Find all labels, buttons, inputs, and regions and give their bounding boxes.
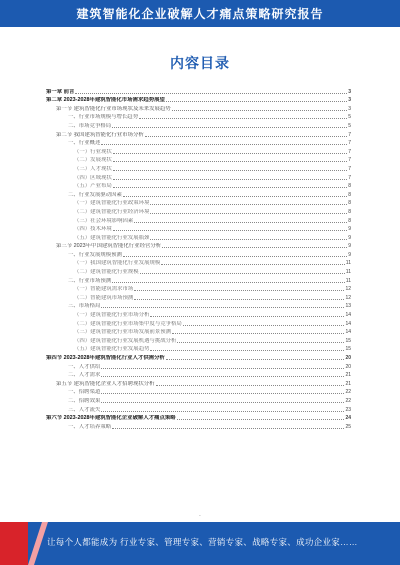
toc-entry-label: 第六节 2023-2028年建筑智能化企业破解人才痛点策略 (46, 415, 176, 422)
toc-entry[interactable] (46, 413, 351, 422)
toc-page-number: 21 (345, 372, 351, 379)
toc-leader-dots (183, 325, 345, 326)
toc-page-number: 15 (345, 346, 351, 353)
toc-page-number: 23 (345, 406, 351, 413)
toc-entry-label: 第一节 建筑智能化行业市场现状及未来发展趋势 (56, 105, 171, 112)
toc-entry-label: （二）发展现状 (74, 157, 112, 164)
toc-page-number: 5 (348, 114, 351, 121)
footer-accent-slant (28, 522, 48, 565)
toc-leader-dots (172, 110, 348, 111)
toc-entry[interactable] (46, 421, 351, 430)
toc-entry[interactable] (46, 86, 351, 95)
toc-entry[interactable] (46, 292, 351, 301)
toc-leader-dots (113, 153, 347, 154)
toc-entry[interactable] (46, 189, 351, 198)
toc-entry[interactable] (46, 404, 351, 413)
toc-entry[interactable] (46, 138, 351, 147)
toc-entry[interactable] (46, 335, 351, 344)
toc-entry-label: （二）建筑智能化行业市场集中度与竞争格局 (74, 320, 182, 327)
toc-leader-dots (150, 204, 347, 205)
toc-entry-label: 第一章 前言 (46, 88, 75, 95)
footer-slogan: 让每个人都能成为 行业专家、管理专家、营销专家、战略专家、成功企业家…… (47, 537, 358, 547)
toc-entry-label: 二、行业市场预测 (68, 277, 112, 284)
toc-leader-dots (101, 144, 347, 145)
page-marker: · (199, 513, 201, 519)
toc-entry[interactable] (46, 232, 351, 241)
toc-page-number: 7 (348, 174, 351, 181)
toc-page-number: 25 (345, 423, 351, 430)
toc-entry-label: 第五节 建筑智能化企业人才招聘现状分析 (56, 380, 155, 387)
toc-entry-label: 第二章 2023-2028年建筑智能化市场需求趋势展望 (46, 97, 165, 104)
toc-page-number: 7 (348, 148, 351, 155)
toc-entry-label: 二、招聘效果 (68, 397, 101, 404)
toc-entry[interactable] (46, 163, 351, 172)
toc-leader-dots (101, 376, 344, 377)
toc-page-number: 8 (348, 191, 351, 198)
toc-entry-label: 二、市场竞争格局 (68, 122, 112, 129)
toc-entry[interactable] (46, 215, 351, 224)
toc-entry-label: 三、市场格局 (68, 303, 101, 310)
toc-leader-dots (112, 127, 347, 128)
toc-entry-label: （三）人才现状 (74, 165, 112, 172)
toc-leader-dots (123, 196, 347, 197)
toc-entry-label: （二）建筑智能化行业规模 (74, 269, 139, 276)
toc-page-number: 14 (345, 329, 351, 336)
toc-entry-label: （四）技术环境 (74, 226, 112, 233)
toc-entry-label: 一、行业发展规模预测 (68, 251, 122, 258)
toc-leader-dots (161, 264, 345, 265)
toc-page-number: 11 (345, 269, 351, 276)
toc-entry-label: 第四节 2023-2028年建筑智能化行业人才供需分析 (46, 355, 165, 361)
toc-leader-dots (123, 256, 347, 257)
toc-entry[interactable] (46, 249, 351, 258)
toc-leader-dots (145, 136, 347, 137)
toc-entry[interactable] (46, 129, 351, 138)
toc-page-number: 14 (345, 320, 351, 327)
toc-page-number: 22 (345, 389, 351, 396)
toc-page-number: 7 (348, 131, 351, 138)
toc-entry[interactable] (46, 301, 351, 310)
toc-leader-dots (101, 368, 344, 369)
toc-page-number: 13 (345, 303, 351, 310)
toc-entry-label: （三）建筑智能化行业市场发展前景预测 (74, 329, 172, 336)
toc-entry-label: 一、人才供给 (68, 363, 101, 370)
toc-leader-dots (150, 316, 344, 317)
toc-leader-dots (112, 282, 345, 283)
toc-entry-label: （四）区域现状 (74, 174, 112, 181)
toc-leader-dots (134, 290, 344, 291)
toc-entry[interactable] (46, 395, 351, 404)
toc-entry-label: 一、招聘渠道 (68, 389, 101, 396)
toc-leader-dots (150, 350, 344, 351)
toc-entry[interactable] (46, 352, 351, 361)
toc-entry[interactable] (46, 112, 351, 121)
toc-entry[interactable] (46, 258, 351, 267)
toc-page-number: 12 (345, 286, 351, 293)
toc-entry-label: （一）智能建筑需求市场 (74, 286, 134, 293)
toc-title: 内容目录 (170, 57, 230, 72)
toc-page-number: 8 (348, 183, 351, 190)
toc-page-number: 22 (345, 397, 351, 404)
toc-page-number: 24 (345, 415, 351, 422)
toc-leader-dots (162, 247, 347, 248)
toc-entry-label: 三、人才流失 (68, 406, 101, 413)
report-header-bar (0, 0, 400, 27)
toc-page-number: 21 (345, 380, 351, 387)
toc-page-number: 3 (348, 88, 351, 95)
toc-leader-dots (172, 333, 344, 334)
toc-entry-label: （一）行业现状 (74, 148, 112, 155)
toc-leader-dots (140, 273, 345, 274)
toc-entry[interactable] (46, 95, 351, 104)
toc-entry-label: （五）建筑智能化行业发展瓶颈 (74, 234, 150, 241)
toc-leader-dots (113, 161, 347, 162)
toc-leader-dots (134, 222, 347, 223)
toc-entry-label: （三）社会环境影响因素 (74, 217, 134, 224)
toc-entry[interactable] (46, 241, 351, 250)
toc-page-number: 9 (348, 234, 351, 241)
toc-page-number: 11 (345, 277, 351, 284)
toc-entry-label: （五）产业布局 (74, 183, 112, 190)
toc-entry-label: （一）建筑智能化行业政策环境 (74, 200, 150, 207)
toc-leader-dots (166, 359, 345, 360)
toc-page-number: 9 (348, 251, 351, 258)
toc-page-number: 14 (345, 312, 351, 319)
toc-page-number: 7 (348, 157, 351, 164)
footer-banner (0, 522, 400, 565)
toc-entry[interactable] (46, 387, 351, 396)
toc-entry-label: （一）我国建筑智能化行业发展规模 (74, 260, 161, 267)
toc-entry[interactable] (46, 103, 351, 112)
toc-page-number: 7 (348, 165, 351, 172)
toc-entry-label: （二）智能建筑市场预测 (74, 294, 134, 301)
toc-entry-label: 一、行业概述 (68, 140, 101, 147)
toc-entry[interactable] (46, 327, 351, 336)
toc-entry[interactable] (46, 172, 351, 181)
toc-entry[interactable] (46, 361, 351, 370)
toc-leader-dots (101, 307, 344, 308)
toc-leader-dots (101, 411, 344, 412)
toc-entry[interactable] (46, 155, 351, 164)
toc-page-number: 8 (348, 208, 351, 215)
toc-entry[interactable] (46, 181, 351, 190)
toc-leader-dots (101, 402, 344, 403)
toc-entry[interactable] (46, 344, 351, 353)
table-of-contents (46, 86, 351, 430)
toc-leader-dots (113, 179, 347, 180)
toc-page-number: 3 (348, 105, 351, 112)
toc-entry-label: （四）建筑智能化行业发展机遇与挑战分析 (74, 337, 177, 344)
toc-page-number: 11 (345, 260, 351, 267)
toc-leader-dots (101, 393, 344, 394)
toc-entry-label: 第三节 2023年中国建筑智能化行业经营分析 (56, 243, 162, 250)
toc-page-number: 5 (348, 122, 351, 129)
toc-entry[interactable] (46, 370, 351, 379)
toc-leader-dots (150, 213, 347, 214)
toc-entry-label: 一、人才培养策略 (68, 423, 112, 430)
toc-leader-dots (113, 230, 347, 231)
toc-leader-dots (113, 187, 347, 188)
toc-leader-dots (113, 170, 347, 171)
toc-entry-label: （五）建筑智能化行业发展趋势 (74, 346, 150, 353)
toc-leader-dots (75, 93, 347, 94)
toc-entry[interactable] (46, 378, 351, 387)
toc-page-number: 8 (348, 217, 351, 224)
report-title: 建筑智能化企业破解人才痛点策略研究报告 (76, 7, 324, 21)
toc-page-number: 20 (345, 363, 351, 370)
toc-entry-label: 二、行业发展驱动因素 (68, 191, 122, 198)
toc-entry-label: 第二节 我国建筑智能化行业市场分析 (56, 131, 144, 138)
toc-entry[interactable] (46, 318, 351, 327)
toc-page-number: 3 (348, 97, 351, 104)
toc-entry[interactable] (46, 309, 351, 318)
toc-page-number: 8 (348, 200, 351, 207)
toc-entry-label: （二）建筑智能化行业经济环境 (74, 208, 150, 215)
toc-page-number: 7 (348, 140, 351, 147)
toc-entry[interactable] (46, 206, 351, 215)
toc-leader-dots (177, 419, 345, 420)
toc-entry[interactable] (46, 224, 351, 233)
toc-page-number: 12 (345, 294, 351, 301)
toc-entry-label: 二、人才需求 (68, 372, 101, 379)
toc-page-number: 15 (345, 337, 351, 344)
toc-entry-label: （一）建筑智能化行业市场分析 (74, 312, 150, 319)
toc-entry[interactable] (46, 120, 351, 129)
toc-leader-dots (112, 428, 344, 429)
toc-entry[interactable] (46, 198, 351, 207)
toc-leader-dots (166, 101, 347, 102)
toc-leader-dots (150, 239, 347, 240)
toc-leader-dots (139, 118, 347, 119)
toc-entry[interactable] (46, 284, 351, 293)
toc-leader-dots (156, 385, 345, 386)
toc-entry-label: 一、行业市场规模与增长趋势 (68, 114, 139, 121)
toc-entry[interactable] (46, 275, 351, 284)
toc-page-number: 20 (345, 355, 351, 361)
toc-page-number: 9 (348, 226, 351, 233)
toc-leader-dots (177, 342, 344, 343)
toc-entry[interactable] (46, 266, 351, 275)
toc-entry[interactable] (46, 146, 351, 155)
toc-leader-dots (134, 299, 344, 300)
toc-page-number: 9 (348, 243, 351, 250)
footer-accent-stripe (0, 522, 28, 565)
